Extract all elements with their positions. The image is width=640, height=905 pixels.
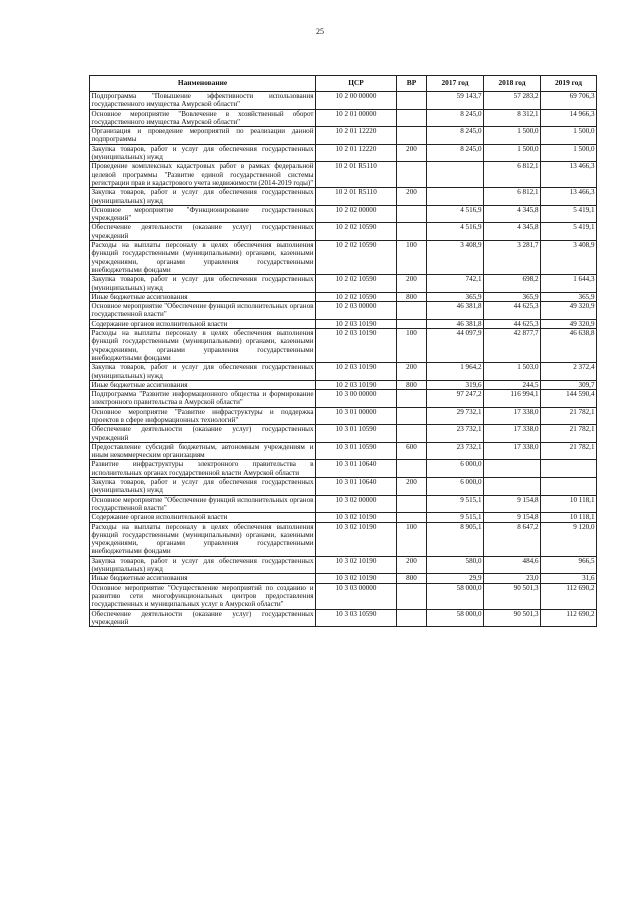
row-csr: 10 2 01 R5110 xyxy=(316,162,397,188)
row-name: Иные бюджетные ассигнования xyxy=(90,574,316,583)
row-name: Подпрограмма "Развитие информационного общества и формирование электронного правительства в Амурской области" xyxy=(91,390,314,407)
table-row xyxy=(90,162,597,188)
row-name: Подпрограмма "Повышение эффективности использования государственного имущества Амурской области" xyxy=(91,92,314,109)
row-csr: 10 3 02 10190 xyxy=(316,522,397,556)
row-2017: 742,1 xyxy=(427,275,484,293)
row-name: Основное мероприятие "Развитие инфраструктуры и поддержка проектов в сфере информационных технологий" xyxy=(91,407,314,424)
table-row xyxy=(90,380,597,389)
row-vr xyxy=(397,425,427,443)
row-csr: 10 2 03 00000 xyxy=(316,302,397,320)
row-2017: 59 143,7 xyxy=(427,92,484,110)
row-2019: 9 120,0 xyxy=(541,522,597,556)
table-row xyxy=(90,522,597,556)
table-row xyxy=(90,574,597,583)
row-2018 xyxy=(484,478,541,496)
table-row xyxy=(90,556,597,574)
row-2019: 5 419,1 xyxy=(541,223,597,241)
row-2018 xyxy=(484,460,541,478)
row-csr: 10 2 03 10190 xyxy=(316,319,397,328)
row-name: Проведение комплексных кадастровых работ в рамках федеральной целевой программы "Развитие единой государственной системы регистрации прав и кадастрового учета недвижимости (2014-2019 годы)" xyxy=(91,162,314,187)
row-vr: 200 xyxy=(397,556,427,574)
row-name: Закупка товаров, работ и услуг для обеспечения государственных (муниципальных) нужд xyxy=(91,188,314,205)
table-row xyxy=(90,302,597,320)
row-vr xyxy=(397,513,427,522)
row-vr xyxy=(397,302,427,320)
row-csr: 10 3 01 10640 xyxy=(316,478,397,496)
row-2018: 44 625,3 xyxy=(484,302,541,320)
table-row xyxy=(90,390,597,408)
row-2018: 4 345,8 xyxy=(484,205,541,223)
row-vr: 200 xyxy=(397,275,427,293)
row-2018: 4 345,8 xyxy=(484,223,541,241)
row-2018: 9 154,8 xyxy=(484,495,541,513)
row-2019: 31,6 xyxy=(541,574,597,583)
row-2018: 90 501,3 xyxy=(484,609,541,627)
row-vr xyxy=(397,460,427,478)
row-name: Основное мероприятие "Обеспечение функций исполнительных органов государственной власти" xyxy=(91,495,314,512)
table-row xyxy=(90,329,597,363)
table-row xyxy=(90,275,597,293)
row-2019: 5 419,1 xyxy=(541,205,597,223)
row-2017: 23 732,1 xyxy=(427,425,484,443)
row-2018: 90 501,3 xyxy=(484,583,541,609)
row-vr xyxy=(397,127,427,145)
row-2017: 29,9 xyxy=(427,574,484,583)
row-2017: 9 515,1 xyxy=(427,513,484,522)
row-name: Расходы на выплаты персоналу в целях обеспечения выполнения функций государственными (муниципальными) органами, казенными учреждениями, органами управления государственными внебюджетными фондами xyxy=(91,522,314,556)
row-vr: 100 xyxy=(397,241,427,275)
row-2017: 8 905,1 xyxy=(427,522,484,556)
row-2019 xyxy=(541,460,597,478)
row-2019: 112 690,2 xyxy=(541,583,597,609)
row-csr: 10 2 01 12220 xyxy=(316,127,397,145)
row-2018: 1 503,0 xyxy=(484,363,541,381)
row-2018: 9 154,8 xyxy=(484,513,541,522)
row-2019: 69 706,3 xyxy=(541,92,597,110)
row-csr: 10 3 01 10590 xyxy=(316,425,397,443)
row-name: Основное мероприятие "Вовлечение в хозяйственный оборот государственного имущества Амурской области" xyxy=(91,109,314,126)
row-vr xyxy=(397,205,427,223)
row-name: Закупка товаров, работ и услуг для обеспечения государственных (муниципальных) нужд xyxy=(91,478,314,495)
row-2017: 580,0 xyxy=(427,556,484,574)
row-csr: 10 2 01 12220 xyxy=(316,144,397,162)
row-2019: 1 500,0 xyxy=(541,144,597,162)
row-name: Основное мероприятие "Осуществление мероприятий по созданию и развитию сети многофункциональных центров предоставления государственных и муниципальных услуг в Амурской области" xyxy=(91,583,314,609)
table-row xyxy=(90,583,597,609)
row-vr xyxy=(397,162,427,188)
row-2018: 365,9 xyxy=(484,292,541,301)
row-2018: 6 812,1 xyxy=(484,162,541,188)
row-name: Организация и проведение мероприятий по реализации данной подпрограммы xyxy=(91,127,314,144)
row-2017: 44 097,9 xyxy=(427,329,484,363)
row-2019: 13 466,3 xyxy=(541,162,597,188)
row-csr: 10 2 02 10590 xyxy=(316,292,397,301)
row-name: Основное мероприятие "Обеспечение функций исполнительных органов государственной власти" xyxy=(91,302,314,319)
row-csr: 10 2 03 10190 xyxy=(316,380,397,389)
row-2018: 17 338,0 xyxy=(484,442,541,460)
row-name: Развитие инфраструктуры электронного правительства в исполнительных органах государственной власти Амурской области xyxy=(91,460,314,477)
row-csr: 10 2 02 10590 xyxy=(316,241,397,275)
header-vr: ВР xyxy=(397,76,427,92)
row-2019: 365,9 xyxy=(541,292,597,301)
row-2019: 966,5 xyxy=(541,556,597,574)
row-csr: 10 3 03 00000 xyxy=(316,583,397,609)
row-2017: 319,6 xyxy=(427,380,484,389)
row-csr: 10 2 03 10190 xyxy=(316,329,397,363)
row-2018: 6 812,1 xyxy=(484,188,541,206)
table-row xyxy=(90,513,597,522)
table-row xyxy=(90,407,597,425)
row-2019: 46 638,8 xyxy=(541,329,597,363)
table-row xyxy=(90,241,597,275)
row-2019: 21 782,1 xyxy=(541,407,597,425)
row-csr: 10 3 03 10590 xyxy=(316,609,397,627)
row-vr xyxy=(397,583,427,609)
row-csr: 10 2 03 10190 xyxy=(316,363,397,381)
row-csr: 10 2 00 00000 xyxy=(316,92,397,110)
row-name: Содержание органов исполнительной власти xyxy=(90,319,316,328)
table-row xyxy=(90,425,597,443)
row-2019: 13 466,3 xyxy=(541,188,597,206)
row-2019: 1 500,0 xyxy=(541,127,597,145)
row-2017: 23 732,1 xyxy=(427,442,484,460)
row-2018: 17 338,0 xyxy=(484,425,541,443)
header-2018: 2018 год xyxy=(484,76,541,92)
row-2018: 3 281,7 xyxy=(484,241,541,275)
table-row xyxy=(90,292,597,301)
row-2018: 116 994,1 xyxy=(484,390,541,408)
row-2019: 49 320,9 xyxy=(541,302,597,320)
row-name: Обеспечение деятельности (оказание услуг) государственных учреждений xyxy=(91,609,314,626)
row-name: Закупка товаров, работ и услуг для обеспечения государственных (муниципальных) нужд xyxy=(91,363,314,380)
row-2019: 1 644,3 xyxy=(541,275,597,293)
row-2019 xyxy=(541,478,597,496)
row-2018: 44 625,3 xyxy=(484,319,541,328)
row-vr: 100 xyxy=(397,329,427,363)
row-name: Расходы на выплаты персоналу в целях обеспечения выполнения функций государственными (муниципальными) органами, казенными учреждениями, органами управления государственными внебюджетными фондами xyxy=(91,241,314,274)
table-row xyxy=(90,223,597,241)
row-2017: 8 245,0 xyxy=(427,127,484,145)
row-2019: 144 590,4 xyxy=(541,390,597,408)
row-vr xyxy=(397,223,427,241)
row-2017: 9 515,1 xyxy=(427,495,484,513)
table-row xyxy=(90,127,597,145)
row-2019: 10 118,1 xyxy=(541,513,597,522)
row-vr: 800 xyxy=(397,380,427,389)
row-2018: 8 647,2 xyxy=(484,522,541,556)
table-row xyxy=(90,609,597,627)
row-2019: 112 690,2 xyxy=(541,609,597,627)
header-2019: 2019 год xyxy=(541,76,597,92)
row-2017: 46 381,8 xyxy=(427,302,484,320)
table-row xyxy=(90,144,597,162)
row-2018: 484,6 xyxy=(484,556,541,574)
row-name: Иные бюджетные ассигнования xyxy=(90,292,316,301)
row-2019: 3 408,9 xyxy=(541,241,597,275)
row-2019: 21 782,1 xyxy=(541,442,597,460)
row-vr: 800 xyxy=(397,292,427,301)
row-2019: 309,7 xyxy=(541,380,597,389)
row-csr: 10 3 02 10190 xyxy=(316,513,397,522)
row-vr: 200 xyxy=(397,363,427,381)
row-vr xyxy=(397,390,427,408)
row-vr xyxy=(397,495,427,513)
header-2017: 2017 год xyxy=(427,76,484,92)
row-2017: 6 000,0 xyxy=(427,478,484,496)
row-2017 xyxy=(427,162,484,188)
row-vr: 600 xyxy=(397,442,427,460)
row-vr: 200 xyxy=(397,144,427,162)
row-2018: 42 877,7 xyxy=(484,329,541,363)
row-csr: 10 2 01 00000 xyxy=(316,109,397,127)
row-name: Обеспечение деятельности (оказание услуг) государственных учреждений xyxy=(91,223,314,240)
row-csr: 10 2 01 R5110 xyxy=(316,188,397,206)
table-row xyxy=(90,478,597,496)
table-row xyxy=(90,363,597,381)
row-2017: 6 000,0 xyxy=(427,460,484,478)
row-2019: 14 966,3 xyxy=(541,109,597,127)
row-vr xyxy=(397,92,427,110)
row-csr: 10 3 01 00000 xyxy=(316,407,397,425)
row-vr: 200 xyxy=(397,478,427,496)
table-row xyxy=(90,109,597,127)
table-row xyxy=(90,92,597,110)
table-header-row xyxy=(90,76,597,92)
budget-table xyxy=(89,75,597,627)
row-csr: 10 3 02 10190 xyxy=(316,556,397,574)
row-csr: 10 3 00 00000 xyxy=(316,390,397,408)
row-name: Закупка товаров, работ и услуг для обеспечения государственных (муниципальных) нужд xyxy=(91,556,314,574)
row-2017: 8 245,0 xyxy=(427,144,484,162)
row-name: Содержание органов исполнительной власти xyxy=(90,513,316,522)
row-2018: 23,0 xyxy=(484,574,541,583)
row-name: Предоставление субсидий бюджетным, автономным учреждениям и иным некоммерческим организациям xyxy=(91,442,314,460)
table-row xyxy=(90,188,597,206)
row-2018: 1 500,0 xyxy=(484,127,541,145)
row-2018: 698,2 xyxy=(484,275,541,293)
row-name: Основное мероприятие "Функционирование государственных учреждений" xyxy=(91,205,314,223)
row-2018: 17 338,0 xyxy=(484,407,541,425)
page-number: 25 xyxy=(316,27,324,36)
row-csr: 10 3 01 10590 xyxy=(316,442,397,460)
header-name: Наименование xyxy=(90,76,316,92)
row-name: Иные бюджетные ассигнования xyxy=(90,380,316,389)
row-2018: 8 312,1 xyxy=(484,109,541,127)
row-csr: 10 2 02 10590 xyxy=(316,275,397,293)
table-row xyxy=(90,319,597,328)
row-2017: 46 381,8 xyxy=(427,319,484,328)
header-csr: ЦСР xyxy=(316,76,397,92)
row-2017: 97 247,2 xyxy=(427,390,484,408)
row-2017: 365,9 xyxy=(427,292,484,301)
row-2017: 8 245,0 xyxy=(427,109,484,127)
row-csr: 10 2 02 00000 xyxy=(316,205,397,223)
row-vr xyxy=(397,319,427,328)
row-vr: 800 xyxy=(397,574,427,583)
row-csr: 10 3 01 10640 xyxy=(316,460,397,478)
row-vr: 100 xyxy=(397,522,427,556)
row-2017: 4 516,9 xyxy=(427,223,484,241)
table-row xyxy=(90,495,597,513)
row-2019: 49 320,9 xyxy=(541,319,597,328)
row-csr: 10 2 02 10590 xyxy=(316,223,397,241)
row-2019: 21 782,1 xyxy=(541,425,597,443)
row-csr: 10 3 02 10190 xyxy=(316,574,397,583)
table-row xyxy=(90,442,597,460)
row-2017: 3 408,9 xyxy=(427,241,484,275)
row-2018: 57 283,2 xyxy=(484,92,541,110)
row-2017: 4 516,9 xyxy=(427,205,484,223)
row-vr: 200 xyxy=(397,188,427,206)
row-2019: 10 118,1 xyxy=(541,495,597,513)
row-name: Закупка товаров, работ и услуг для обеспечения государственных (муниципальных) нужд xyxy=(91,275,314,292)
row-vr xyxy=(397,407,427,425)
row-2018: 244,5 xyxy=(484,380,541,389)
row-vr xyxy=(397,609,427,627)
row-name: Обеспечение деятельности (оказание услуг) государственных учреждений xyxy=(91,425,314,442)
table-row xyxy=(90,205,597,223)
row-name: Расходы на выплаты персоналу в целях обеспечения выполнения функций государственными (муниципальными) органами, казенными учреждениями, органами управления государственными внебюджетными фондами xyxy=(91,329,314,362)
row-2017: 58 000,0 xyxy=(427,609,484,627)
row-2017: 29 732,1 xyxy=(427,407,484,425)
row-csr: 10 3 02 00000 xyxy=(316,495,397,513)
row-name: Закупка товаров, работ и услуг для обеспечения государственных (муниципальных) нужд xyxy=(91,144,314,162)
row-2017: 58 000,0 xyxy=(427,583,484,609)
row-vr xyxy=(397,109,427,127)
row-2019: 2 372,4 xyxy=(541,363,597,381)
row-2017 xyxy=(427,188,484,206)
row-2017: 1 964,2 xyxy=(427,363,484,381)
row-2018: 1 500,0 xyxy=(484,144,541,162)
table-row xyxy=(90,460,597,478)
